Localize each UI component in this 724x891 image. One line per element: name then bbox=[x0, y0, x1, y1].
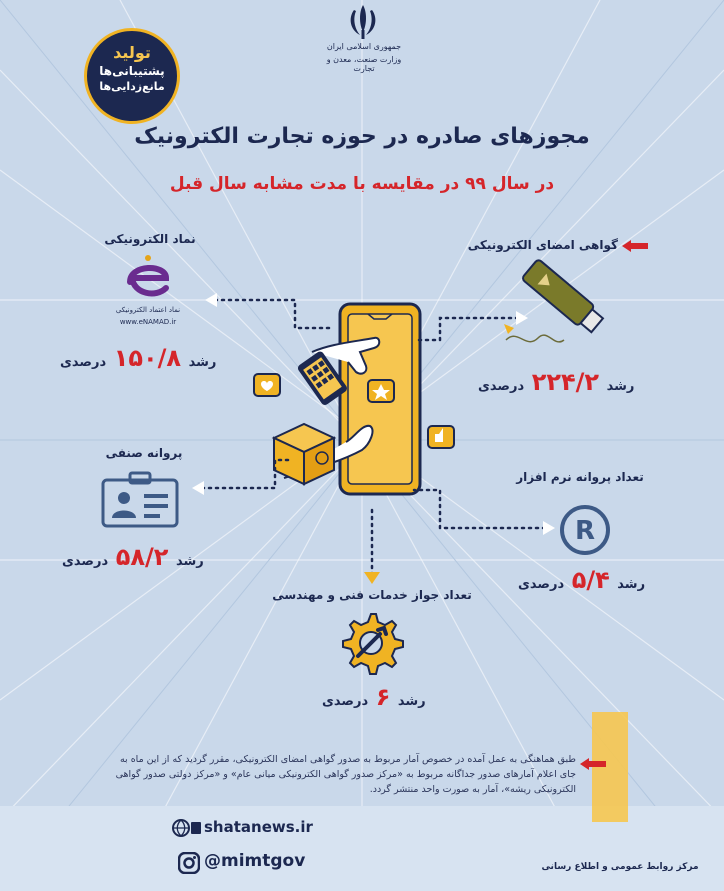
note-line-2: جای اعلام آمارهای صدور جداگانه مربوط به «مرکز صدور گواهی الکترونیکی میانی عام» و «مرکز دولتی صدور گواهی bbox=[115, 769, 576, 780]
enamad-growth-value: ۱۵۰/۸ bbox=[113, 344, 182, 372]
engineering-label: تعداد جواز خدمات فنی و مهندسی bbox=[272, 588, 472, 602]
badge-line-1: تولید bbox=[113, 43, 151, 62]
badge-line-2: پشتیبانی‌ها bbox=[99, 64, 165, 78]
note-arrow-icon bbox=[580, 758, 606, 770]
enamad-logo-icon bbox=[120, 254, 176, 304]
enamad-logo-caption: نماد اعتماد الکترونیکی bbox=[115, 306, 181, 314]
center-name: مرکز روابط عمومی و اطلاع رسانی bbox=[541, 862, 699, 872]
enamad-growth-prefix: رشد bbox=[188, 355, 217, 370]
business-license-growth-value: ۵۸/۲ bbox=[115, 543, 169, 571]
registered-icon bbox=[558, 503, 612, 557]
note-line-3: الکترونیکی ریشه»، آمار به صورت واحد منتشر گردد. bbox=[369, 784, 576, 795]
signature-growth-suffix: درصدی bbox=[478, 379, 525, 394]
business-license-label: پروانه صنفی bbox=[105, 446, 183, 460]
gear-wrench-icon bbox=[338, 610, 404, 676]
note-text bbox=[84, 752, 576, 797]
main-title: مجوزهای صادره در حوزه تجارت الکترونیک bbox=[134, 124, 590, 149]
software-license-growth-value: ۵/۴ bbox=[571, 566, 610, 594]
software-license-growth bbox=[518, 566, 645, 594]
instagram-handle[interactable]: @mimtgov bbox=[204, 851, 306, 871]
business-license-growth-prefix: رشد bbox=[175, 554, 204, 569]
badge-line-3: مانع‌زدایی‌ها bbox=[99, 80, 165, 93]
signature-label: گواهی امضای الکترونیکی bbox=[467, 238, 618, 252]
svg-text:R: R bbox=[574, 516, 596, 546]
website-link[interactable]: shatanews.ir bbox=[204, 818, 313, 836]
signature-growth bbox=[478, 368, 634, 396]
engineering-growth bbox=[322, 683, 426, 711]
usb-signature-icon bbox=[500, 258, 620, 358]
engineering-growth-value: ۶ bbox=[375, 683, 391, 711]
red-arrow-icon bbox=[622, 240, 648, 252]
enamad-growth bbox=[60, 344, 216, 372]
software-license-growth-prefix: رشد bbox=[617, 577, 646, 592]
republic-name: جمهوری اسلامی ایران bbox=[326, 42, 402, 51]
enamad-logo-url: www.eNAMAD.ir bbox=[119, 318, 177, 326]
engineering-growth-prefix: رشد bbox=[397, 694, 426, 709]
note-line-1: طبق هماهنگی به عمل آمده در خصوص آمار مربوط به صدور گواهی امضای الکترونیکی، مقرر گردید که از این ماه به bbox=[119, 754, 576, 765]
id-card-icon bbox=[100, 470, 180, 530]
business-license-growth-suffix: درصدی bbox=[62, 554, 109, 569]
globe-icon bbox=[172, 817, 202, 839]
instagram-icon bbox=[178, 852, 200, 874]
signature-growth-value: ۲۲۴/۲ bbox=[531, 368, 600, 396]
sub-title: در سال ۹۹ در مقایسه با مدت مشابه سال قبل bbox=[169, 174, 555, 194]
enamad-growth-suffix: درصدی bbox=[60, 355, 107, 370]
ministry-name: وزارت صنعت، معدن و تجارت bbox=[326, 55, 402, 73]
enamad-label: نماد الکترونیکی bbox=[104, 232, 196, 246]
business-license-growth bbox=[62, 543, 204, 571]
software-license-growth-suffix: درصدی bbox=[518, 577, 565, 592]
engineering-growth-suffix: درصدی bbox=[322, 694, 369, 709]
signature-growth-prefix: رشد bbox=[606, 379, 635, 394]
software-license-label: تعداد پروانه نرم افزار bbox=[516, 470, 644, 484]
